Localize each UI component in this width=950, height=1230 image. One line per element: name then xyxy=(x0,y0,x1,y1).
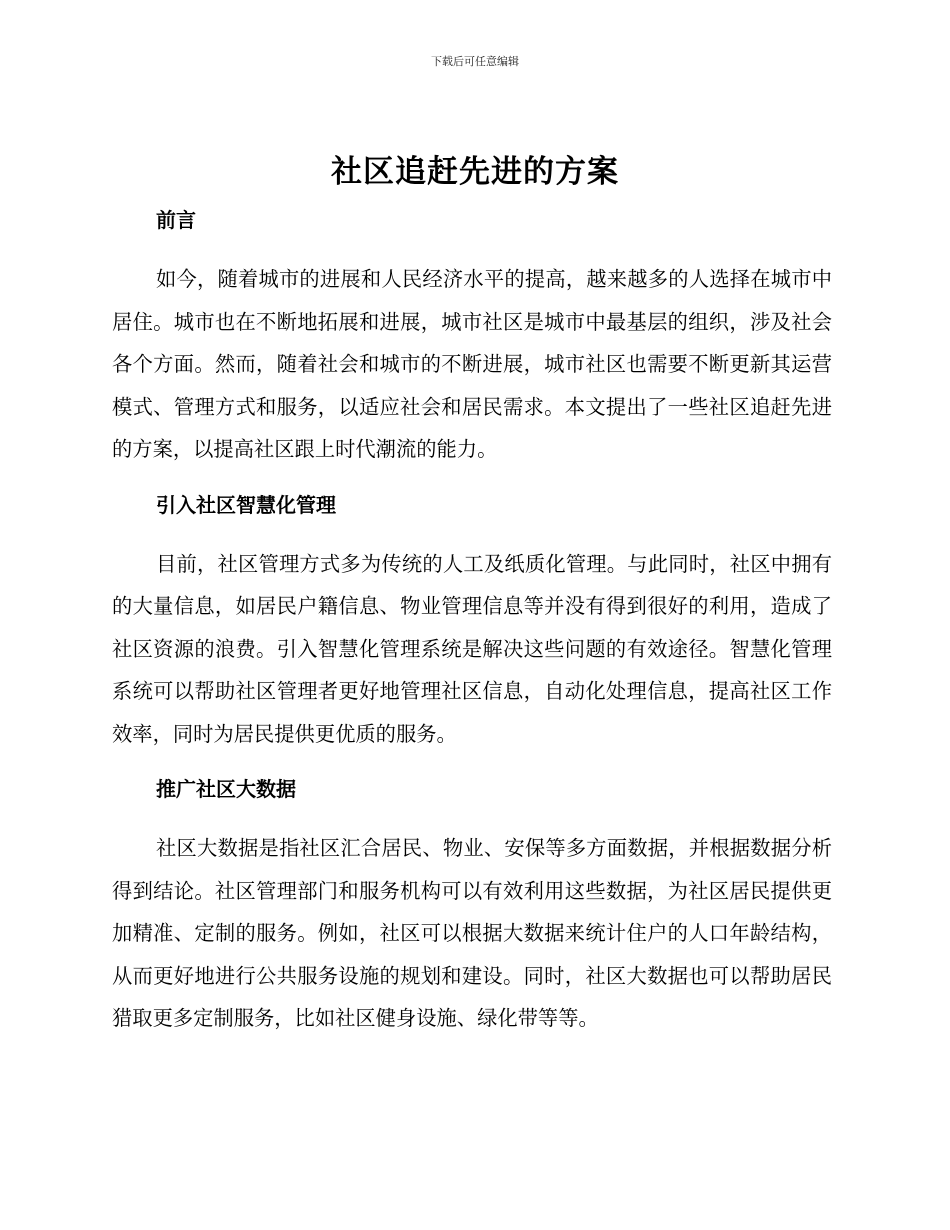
header-note: 下载后可任意编辑 xyxy=(431,55,519,68)
section-paragraph: 目前，社区管理方式多为传统的人工及纸质化管理。与此同时，社区中拥有的大量信息，如居民户籍信息、物业管理信息等并没有得到很好的利用，造成了社区资源的浪费。引入智慧化管理系统是解决这些问题的有效途径。智慧化管理系统可以帮助社区管理者更好地管理社区信息，自动化处理信息，提高社区工作效率，同时为居民提供更优质的服务。 xyxy=(112,551,832,746)
section-smart-management xyxy=(112,487,832,772)
section-heading: 前言 xyxy=(156,208,196,232)
document-title: 社区追赶先进的方案 xyxy=(331,154,619,190)
section-paragraph: 社区大数据是指社区汇合居民、物业、安保等多方面数据，并根据数据分析得到结论。社区管理部门和服务机构可以有效利用这些数据，为社区居民提供更加精准、定制的服务。例如，社区可以根据大数据来统计住户的人口年龄结构，从而更好地进行公共服务设施的规划和建设。同时，社区大数据也可以帮助居民猎取更多定制服务，比如社区健身设施、绿化带等等。 xyxy=(112,836,832,1030)
section-preface xyxy=(112,202,832,487)
section-big-data xyxy=(112,771,832,1040)
section-heading: 推广社区大数据 xyxy=(156,777,296,801)
document-body xyxy=(112,202,832,1040)
section-paragraph: 如今，随着城市的进展和人民经济水平的提高，越来越多的人选择在城市中居住。城市也在不断地拓展和进展，城市社区是城市中最基层的组织，涉及社会各个方面。然而，随着社会和城市的不断进展，城市社区也需要不断更新其运营模式、管理方式和服务，以适应社会和居民需求。本文提出了一些社区追赶先进的方案，以提高社区跟上时代潮流的能力。 xyxy=(112,267,832,461)
section-heading: 引入社区智慧化管理 xyxy=(156,492,336,517)
